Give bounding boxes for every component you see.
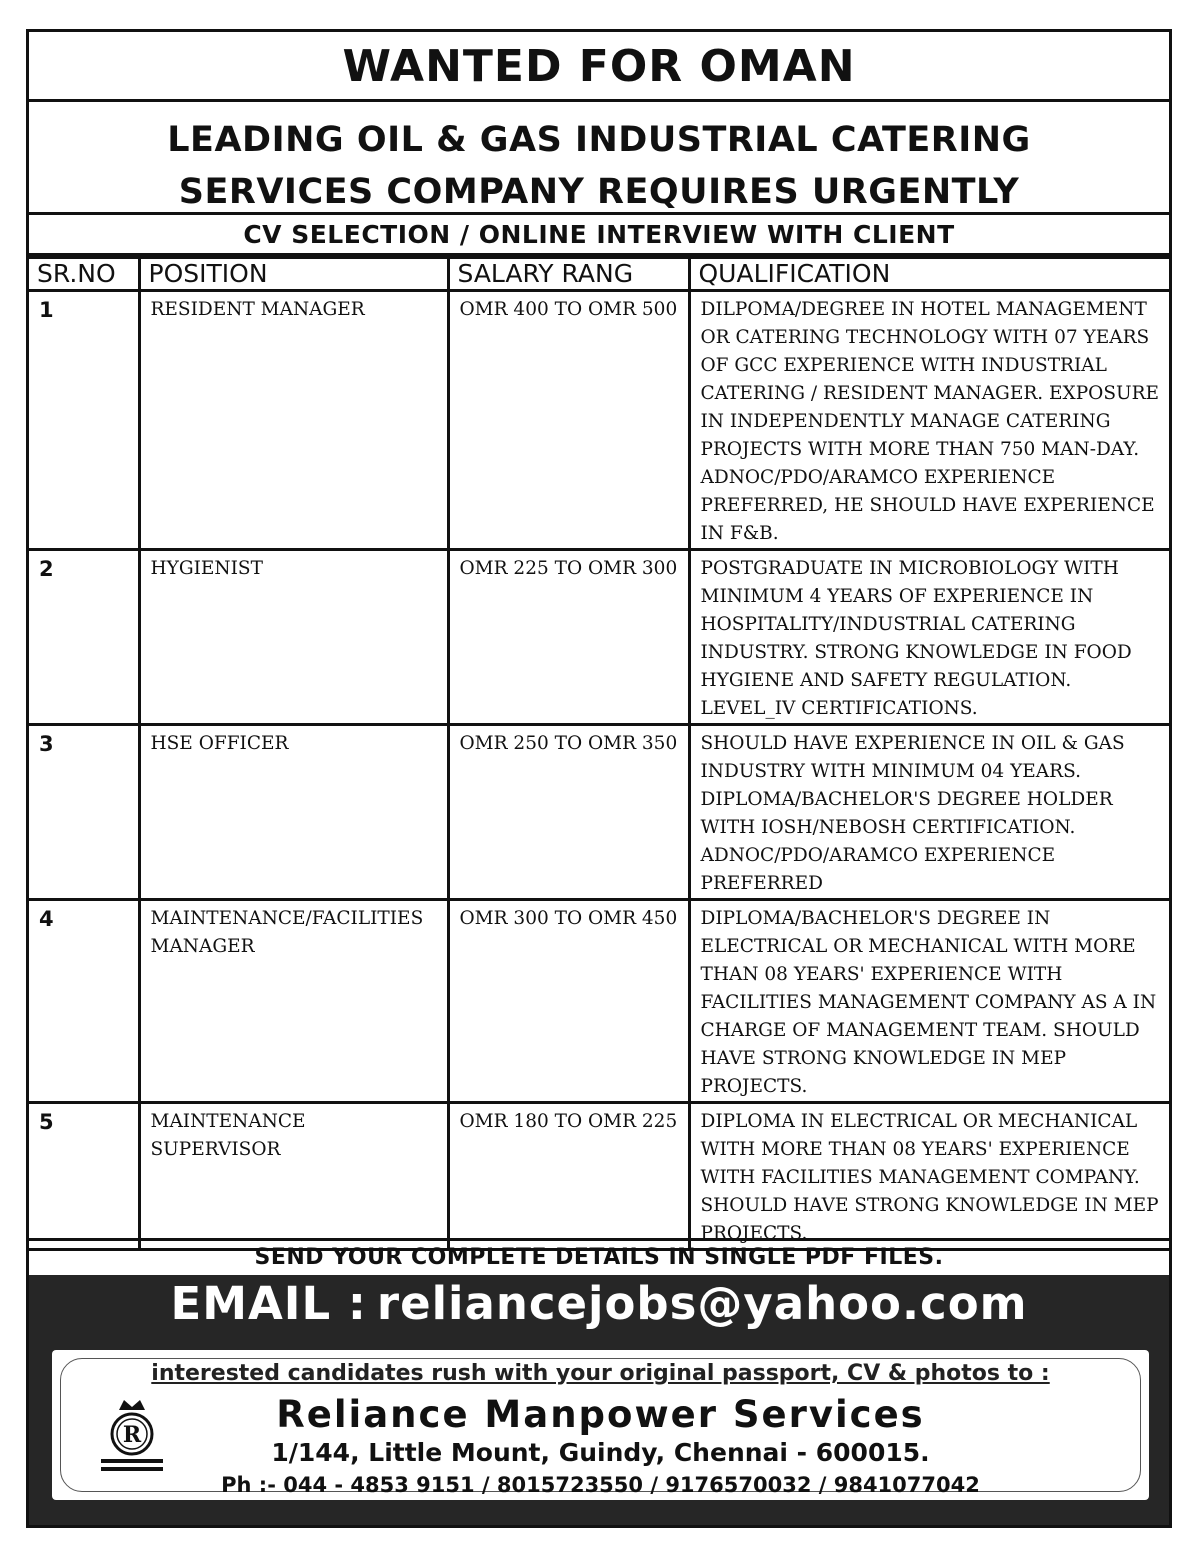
applicant-notice-text: interested candidates rush with your original passport, CV & photos to : (151, 1361, 1050, 1386)
sr-number: 2 (29, 550, 139, 725)
qualification-text: DILPOMA/DEGREE IN HOTEL MANAGEMENT OR CATERING TECHNOLOGY WITH 07 YEARS OF GCC EXPERIENCE WITH INDUSTRIAL CATERING / RESIDENT MANAGER. EXPOSURE IN INDEPENDENTLY MANAGE CATERING PROJECTS WITH MORE THAN 750 MAN-DAY. ADNOC/PDO/ARAMCO EXPERIENCE PREFERRED, HE SHOULD HAVE EXPERIENCE IN F&B. (689, 291, 1169, 550)
salary-range: OMR 225 TO OMR 300 (448, 550, 689, 725)
positions-table (29, 256, 1169, 1251)
applicant-notice (61, 1361, 1140, 1386)
job-advertisement (26, 29, 1172, 1528)
salary-range: OMR 400 TO OMR 500 (448, 291, 689, 550)
email-line (29, 1275, 1169, 1345)
table-row (29, 1103, 1169, 1250)
table-row (29, 725, 1169, 900)
salary-range: OMR 300 TO OMR 450 (448, 900, 689, 1103)
company-address: 1/144, Little Mount, Guindy, Chennai - 600015. (271, 1438, 930, 1467)
contact-card (52, 1350, 1149, 1500)
sr-number: 5 (29, 1103, 139, 1250)
sr-number: 3 (29, 725, 139, 900)
table-row (29, 900, 1169, 1103)
email-banner (29, 1275, 1169, 1525)
qualification-text: DIPLOMA/BACHELOR'S DEGREE IN ELECTRICAL OR MECHANICAL WITH MORE THAN 08 YEARS' EXPERIENCE WITH FACILITIES MANAGEMENT COMPANY AS A IN CHARGE OF MANAGEMENT TEAM. SHOULD HAVE STRONG KNOWLEDGE IN MEP PROJECTS. (689, 900, 1169, 1103)
qualification-text: SHOULD HAVE EXPERIENCE IN OIL & GAS INDUSTRY WITH MINIMUM 04 YEARS. DIPLOMA/BACHELOR'S DEGREE HOLDER WITH IOSH/NEBOSH CERTIFICATION. ADNOC/PDO/ARAMCO EXPERIENCE PREFERRED (689, 725, 1169, 900)
email-address[interactable]: reliancejobs@yahoo.com (376, 1277, 1028, 1330)
heading-line-2: SERVICES COMPANY REQUIRES URGENTLY (178, 172, 1020, 212)
table-row (29, 550, 1169, 725)
position-title: HSE OFFICER (139, 725, 448, 900)
page-title: WANTED FOR OMAN (29, 32, 1169, 102)
qualification-text: DIPLOMA IN ELECTRICAL OR MECHANICAL WITH MORE THAN 08 YEARS' EXPERIENCE WITH FACILITIES MANAGEMENT COMPANY. SHOULD HAVE STRONG KNOWLEDGE IN MEP PROJECTS. (689, 1103, 1169, 1250)
selection-note: CV SELECTION / ONLINE INTERVIEW WITH CLIENT (29, 215, 1169, 256)
company-name: Reliance Manpower Services (276, 1393, 925, 1436)
column-header-position: POSITION (139, 258, 448, 291)
position-title: HYGIENIST (139, 550, 448, 725)
column-header-sr: SR.NO (29, 258, 139, 291)
position-title: RESIDENT MANAGER (139, 291, 448, 550)
table-row (29, 291, 1169, 550)
heading-line-1: LEADING OIL & GAS INDUSTRIAL CATERING (167, 120, 1031, 160)
submission-note: SEND YOUR COMPLETE DETAILS IN SINGLE PDF FILES. (29, 1238, 1169, 1275)
email-label: EMAIL : (170, 1277, 367, 1330)
position-title: MAINTENANCE/FACILITIES MANAGER (139, 900, 448, 1103)
salary-range: OMR 250 TO OMR 350 (448, 725, 689, 900)
qualification-text: POSTGRADUATE IN MICROBIOLOGY WITH MINIMUM 4 YEARS OF EXPERIENCE IN HOSPITALITY/INDUSTRIAL CATERING INDUSTRY. STRONG KNOWLEDGE IN FOOD HYGIENE AND SAFETY REGULATION. LEVEL_IV CERTIFICATIONS. (689, 550, 1169, 725)
column-header-salary: SALARY RANG (448, 258, 689, 291)
contact-phone-numbers: Ph :- 044 - 4853 9151 / 8015723550 / 9176570032 / 9841077042 (221, 1473, 980, 1497)
logo-letter: R (122, 1422, 142, 1448)
sr-number: 1 (29, 291, 139, 550)
sr-number: 4 (29, 900, 139, 1103)
table-header-row (29, 258, 1169, 291)
salary-range: OMR 180 TO OMR 225 (448, 1103, 689, 1250)
column-header-qualification: QUALIFICATION (689, 258, 1169, 291)
company-requirement-heading (29, 102, 1169, 215)
contact-card-frame (60, 1358, 1141, 1497)
position-title: MAINTENANCE SUPERVISOR (139, 1103, 448, 1250)
